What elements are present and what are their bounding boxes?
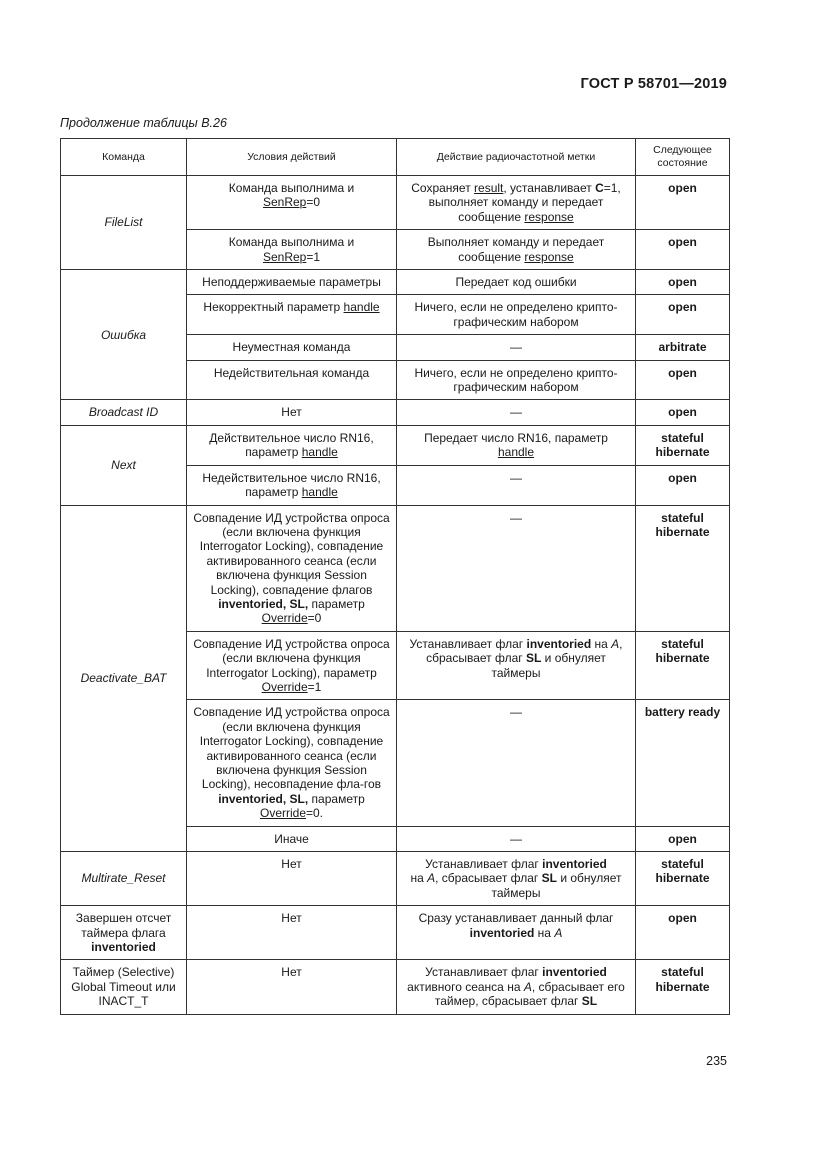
condition-cell: Совпадение ИД устройства опроса (если включена функция Interrogator Locking), параметр Override=1 xyxy=(187,631,397,700)
state-cell: open xyxy=(636,465,730,505)
condition-cell: Нет xyxy=(187,852,397,906)
condition-cell: Действительное число RN16, параметр handle xyxy=(187,425,397,465)
condition-cell: Нет xyxy=(187,960,397,1014)
action-cell: Сохраняет result, устанавливает C=1, выполняет команду и передает сообщение response xyxy=(397,176,636,230)
table-caption: Продолжение таблицы В.26 xyxy=(60,116,227,130)
col-header-next-state: Следующее состояние xyxy=(636,139,730,176)
command-cell: Next xyxy=(61,425,187,505)
table-row xyxy=(61,906,730,960)
state-cell: open xyxy=(636,270,730,295)
table-row xyxy=(61,505,730,631)
state-cell: stateful hibernate xyxy=(636,960,730,1014)
action-cell: — xyxy=(397,335,636,360)
state-cell: stateful hibernate xyxy=(636,852,730,906)
condition-cell: Неподдерживаемые параметры xyxy=(187,270,397,295)
state-cell: open xyxy=(636,176,730,230)
command-cell: FileList xyxy=(61,176,187,270)
action-cell: — xyxy=(397,826,636,851)
action-cell: Ничего, если не определено крипто-графическим набором xyxy=(397,295,636,335)
state-cell: battery ready xyxy=(636,700,730,826)
state-cell: open xyxy=(636,826,730,851)
condition-cell: Некорректный параметр handle xyxy=(187,295,397,335)
action-cell: Ничего, если не определено крипто-графическим набором xyxy=(397,360,636,400)
table-row xyxy=(61,176,730,230)
condition-cell: Неуместная команда xyxy=(187,335,397,360)
table-row xyxy=(61,960,730,1014)
table-header-row xyxy=(61,139,730,176)
state-cell: open xyxy=(636,400,730,425)
action-cell: — xyxy=(397,400,636,425)
state-cell: stateful hibernate xyxy=(636,505,730,631)
condition-cell: Совпадение ИД устройства опроса (если включена функция Interrogator Locking), совпадение активированного сеанса (если включена функция Session Locking), несовпадение фла-гов inventoried, SL, параметр Override=0. xyxy=(187,700,397,826)
action-cell: — xyxy=(397,505,636,631)
table-row xyxy=(61,852,730,906)
command-cell: Multirate_Reset xyxy=(61,852,187,906)
condition-cell: Недействительное число RN16, параметр handle xyxy=(187,465,397,505)
state-cell: open xyxy=(636,906,730,960)
action-cell: Устанавливает флаг inventoried на A, сбрасывает флаг SL и обнуляет таймеры xyxy=(397,852,636,906)
command-cell: Завершен отсчет таймера флага inventoried xyxy=(61,906,187,960)
condition-cell: Совпадение ИД устройства опроса (если включена функция Interrogator Locking), совпадение активированного сеанса (если включена функция Session Locking), совпадение флагов inventoried, SL, параметр Override=0 xyxy=(187,505,397,631)
condition-cell: Иначе xyxy=(187,826,397,851)
command-cell: Таймер (Selective) Global Timeout или INACT_T xyxy=(61,960,187,1014)
col-header-action: Действие радиочастотной метки xyxy=(397,139,636,176)
command-cell: Deactivate_BAT xyxy=(61,505,187,852)
condition-cell: Нет xyxy=(187,400,397,425)
col-header-conditions: Условия действий xyxy=(187,139,397,176)
condition-cell: Команда выполнима и SenRep=1 xyxy=(187,230,397,270)
standard-number: ГОСТ Р 58701—2019 xyxy=(580,76,727,92)
state-cell: open xyxy=(636,360,730,400)
state-cell: stateful hibernate xyxy=(636,631,730,700)
requirements-table xyxy=(60,138,730,1015)
page-number: 235 xyxy=(706,1054,727,1068)
action-cell: — xyxy=(397,700,636,826)
command-cell: Ошибка xyxy=(61,270,187,400)
action-cell: Передает код ошибки xyxy=(397,270,636,295)
command-cell: Broadcast ID xyxy=(61,400,187,425)
col-header-command: Команда xyxy=(61,139,187,176)
table-row xyxy=(61,400,730,425)
condition-cell: Нет xyxy=(187,906,397,960)
action-cell: Устанавливает флаг inventoried на A, сбрасывает флаг SL и обнуляет таймеры xyxy=(397,631,636,700)
state-cell: stateful hibernate xyxy=(636,425,730,465)
state-cell: open xyxy=(636,295,730,335)
action-cell: Сразу устанавливает данный флаг inventoried на A xyxy=(397,906,636,960)
action-cell: Устанавливает флаг inventoried активного сеанса на A, сбрасывает его таймер, сбрасывает флаг SL xyxy=(397,960,636,1014)
table-row xyxy=(61,425,730,465)
condition-cell: Команда выполнима и SenRep=0 xyxy=(187,176,397,230)
condition-cell: Недействительная команда xyxy=(187,360,397,400)
state-cell: arbitrate xyxy=(636,335,730,360)
action-cell: — xyxy=(397,465,636,505)
table-row xyxy=(61,270,730,295)
action-cell: Передает число RN16, параметр handle xyxy=(397,425,636,465)
action-cell: Выполняет команду и передает сообщение response xyxy=(397,230,636,270)
state-cell: open xyxy=(636,230,730,270)
